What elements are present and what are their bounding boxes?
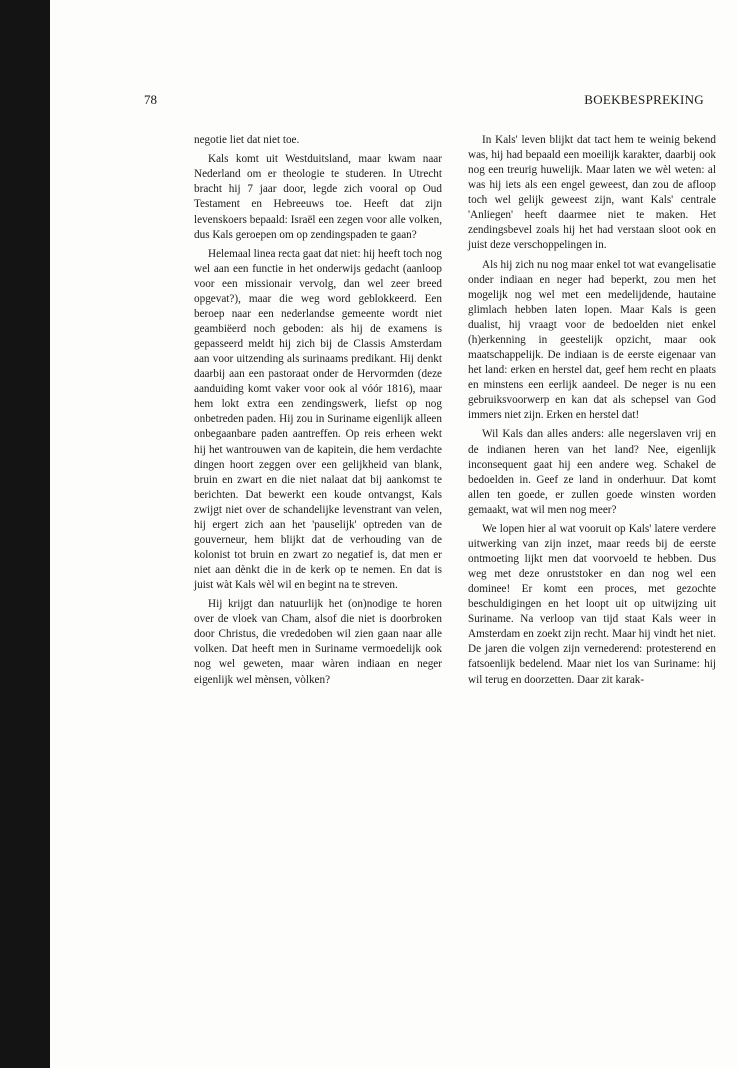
- paragraph: Wil Kals dan alles anders: alle negerslaven vrij en de indianen heren van het land? Nee, eigenlijk inconsequent gaat hij een andere weg. Schakel de bedoelden in. Geef ze land in onderhuur. Dat komt allen ten goede, er zullen goede winsten worden gemaakt, wat wil men nog meer?: [468, 428, 716, 516]
- running-head: BOEKBESPREKING: [584, 92, 704, 107]
- paragraph: In Kals' leven blijkt dat tact hem te weinig bekend was, hij had bepaald een moeilijk karakter, daarbij ook nog een treurig huwelijk. Maar laten we wèl weten: al was hij iets als een engel geweest, dan zou de afloop toch wel gelijk geweest zijn, want Kals' centrale 'Anliegen' heeft daarmee niet te maken. Het zendingsbevel zoals hij het had verstaan sloot ook en juist deze verschoppelingen in.: [468, 134, 716, 252]
- scan-border: [0, 0, 50, 1068]
- paragraph: negotie liet dat niet toe.: [194, 134, 300, 146]
- paragraph: Helemaal linea recta gaat dat niet: hij heeft toch nog wel aan een functie in het onderwijs gedacht (aanloop voor een missionair vervolg, dan wel zeer breed opgevat?), maar die weg word geblokkeerd. Een beroep naar een nederlandse gemeente wordt niet geambiëerd noch geboden: als hij de examens is gepasseerd meldt hij zich bij de Classis Amsterdam aan voor uitzending als surinaams predikant. Hij denkt daarbij aan een pastoraat onder de Hervormden (deze aanduiding komt vaker voor ook al vóór 1816), maar hem lokt extra een zendingswerk, liefst op nog onbetreden paden. Hij zou in Suriname eigenlijk alleen onbegaanbare paden aantreffen. Op reis erheen wekt hij het wantrouwen van de kapitein, die hem verdachte dingen hoort zeggen over een gelijkheid van blank, bruin en zwart en die niet nalaat dat bij aankomst te berichten. Dat bewerkt een koude ontvangst, Kals zwijgt niet over de schandelijke levenstrant van velen, hij ergert zich aan het 'pauselijk' optreden van de gouverneur, hem blijkt dat de verhouding van de kolonist tot bruin en zwart zo negatief is, dat men er niet aan dènkt die in de kerk op te nemen. En dat is juist wàt Kals wèl wil en begint na te streven.: [194, 247, 442, 591]
- book-page: [50, 0, 738, 1068]
- paragraph: Hij krijgt dan natuurlijk het (on)nodige te horen over de vloek van Cham, alsof die niet is doorbroken door Christus, die vrededoben wil zien gaan naar alle volken. Dat heeft men in Suriname vermoedelijk ook nog wel geweten, maar wàren indiaan en neger eigenlijk wel mènsen, vòlken?: [194, 598, 442, 686]
- right-column: [468, 133, 716, 692]
- page-number: 78: [144, 92, 157, 107]
- paragraph: Als hij zich nu nog maar enkel tot wat evangelisatie onder indiaan en neger had beperkt, zou men het mogelijk nog wel met een medelijdende, hautaine glimlach hebben laten lopen. Maar Kals is geen dualist, hij vraagt voor de bedoelden niet enkel (h)erkenning in geestelijk opzicht, maar ook maatschappelijk. De indiaan is de eerste eigenaar van het land: erken en herstel dat, geef hem recht en plaats en minstens een eerlijk aandeel. De neger is nu een gebruiksvoorwerp en kan dat als schepsel van God immers niet zijn. Erken en herstel dat!: [468, 258, 716, 422]
- paragraph: Kals komt uit Westduitsland, maar kwam naar Nederland om er theologie te studeren. In Utrecht bracht hij 7 jaar door, legde zich vooral op Oud Testament en Hebreeuws toe. Heeft dat zijn levenskoers bepaald: Israël een zegen voor alle volken, dus Kals geroepen om op zendingspaden te gaan?: [194, 153, 442, 241]
- paragraph: We lopen hier al wat vooruit op Kals' latere verdere uitwerking van zijn inzet, maar reeds bij de eerste ontmoeting lijkt men dat voorvoeld te hebben. Dus weg met deze onruststoker en dan nog wel een dominee! Er komt een proces, met gezochte beschuldigingen en het loopt uit op uitwijzing uit Suriname. Na verloop van tijd staat Kals weer in Amsterdam en zoekt zijn recht. Maar hij vindt het niet. De jaren die volgen zijn vernederend: protesterend en fatsoenlijk bedelend. Maar niet los van Suriname: hij wil terug en doorzetten. Daar zit karak-: [468, 523, 716, 686]
- left-column: [194, 133, 442, 692]
